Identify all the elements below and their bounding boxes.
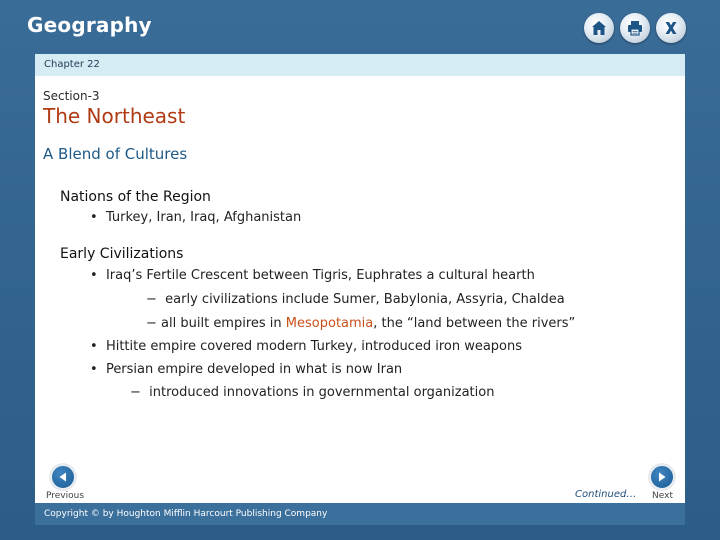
next-label[interactable]: Next — [652, 491, 673, 501]
sub-list-item — [130, 385, 494, 400]
bullet: • — [90, 268, 98, 283]
printer-icon — [626, 19, 644, 37]
footer-bar — [35, 503, 685, 525]
next-button[interactable] — [649, 464, 675, 490]
continued-label: Continued… — [575, 489, 637, 500]
arrow-right-icon — [656, 471, 668, 483]
home-icon — [590, 19, 608, 37]
sub-list-item-text: , the “land between the rivers” — [373, 316, 576, 331]
heading-civilizations: Early Civilizations — [60, 246, 184, 262]
sub-list-item — [146, 292, 565, 307]
list-item — [90, 362, 402, 377]
previous-label[interactable]: Previous — [46, 491, 85, 501]
list-item — [90, 268, 535, 283]
dash: − — [130, 385, 141, 400]
close-icon — [662, 19, 680, 37]
dash: − — [146, 316, 157, 331]
sub-list-item-text: introduced innovations in governmental organization — [149, 385, 495, 400]
list-item — [90, 339, 522, 354]
section-label: Section-3 — [43, 89, 100, 103]
list-item-text: Turkey, Iran, Iraq, Afghanistan — [105, 210, 302, 225]
heading-nations: Nations of the Region — [60, 189, 211, 205]
page-title: The Northeast — [43, 104, 186, 128]
subheading: A Blend of Cultures — [43, 145, 188, 163]
list-item-text: Persian empire developed in what is now Iran — [105, 362, 403, 377]
sub-list-item-text: all built empires in — [161, 316, 286, 331]
dash: − — [146, 292, 157, 307]
previous-button[interactable] — [50, 464, 76, 490]
list-item-text: Hittite empire covered modern Turkey, introduced iron weapons — [105, 339, 523, 354]
list-item — [90, 210, 301, 225]
print-button[interactable] — [620, 13, 650, 43]
bullet: • — [90, 210, 98, 225]
chapter-label: Chapter 22 — [44, 59, 100, 70]
arrow-left-icon — [57, 471, 69, 483]
close-button[interactable] — [656, 13, 686, 43]
list-item-text: Iraq’s Fertile Crescent between Tigris, Euphrates a cultural hearth — [105, 268, 535, 283]
home-button[interactable] — [584, 13, 614, 43]
copyright-text: Copyright © by Houghton Mifflin Harcourt Publishing Company — [44, 509, 328, 519]
app-title: Geography — [27, 13, 152, 37]
chapter-bar — [35, 54, 685, 76]
sub-list-item — [146, 316, 575, 331]
bullet: • — [90, 339, 98, 354]
highlighted-term: Mesopotamia — [285, 316, 374, 331]
slide-content — [35, 76, 685, 503]
sub-list-item-text: early civilizations include Sumer, Babylonia, Assyria, Chaldea — [165, 292, 565, 307]
bullet: • — [90, 362, 98, 377]
